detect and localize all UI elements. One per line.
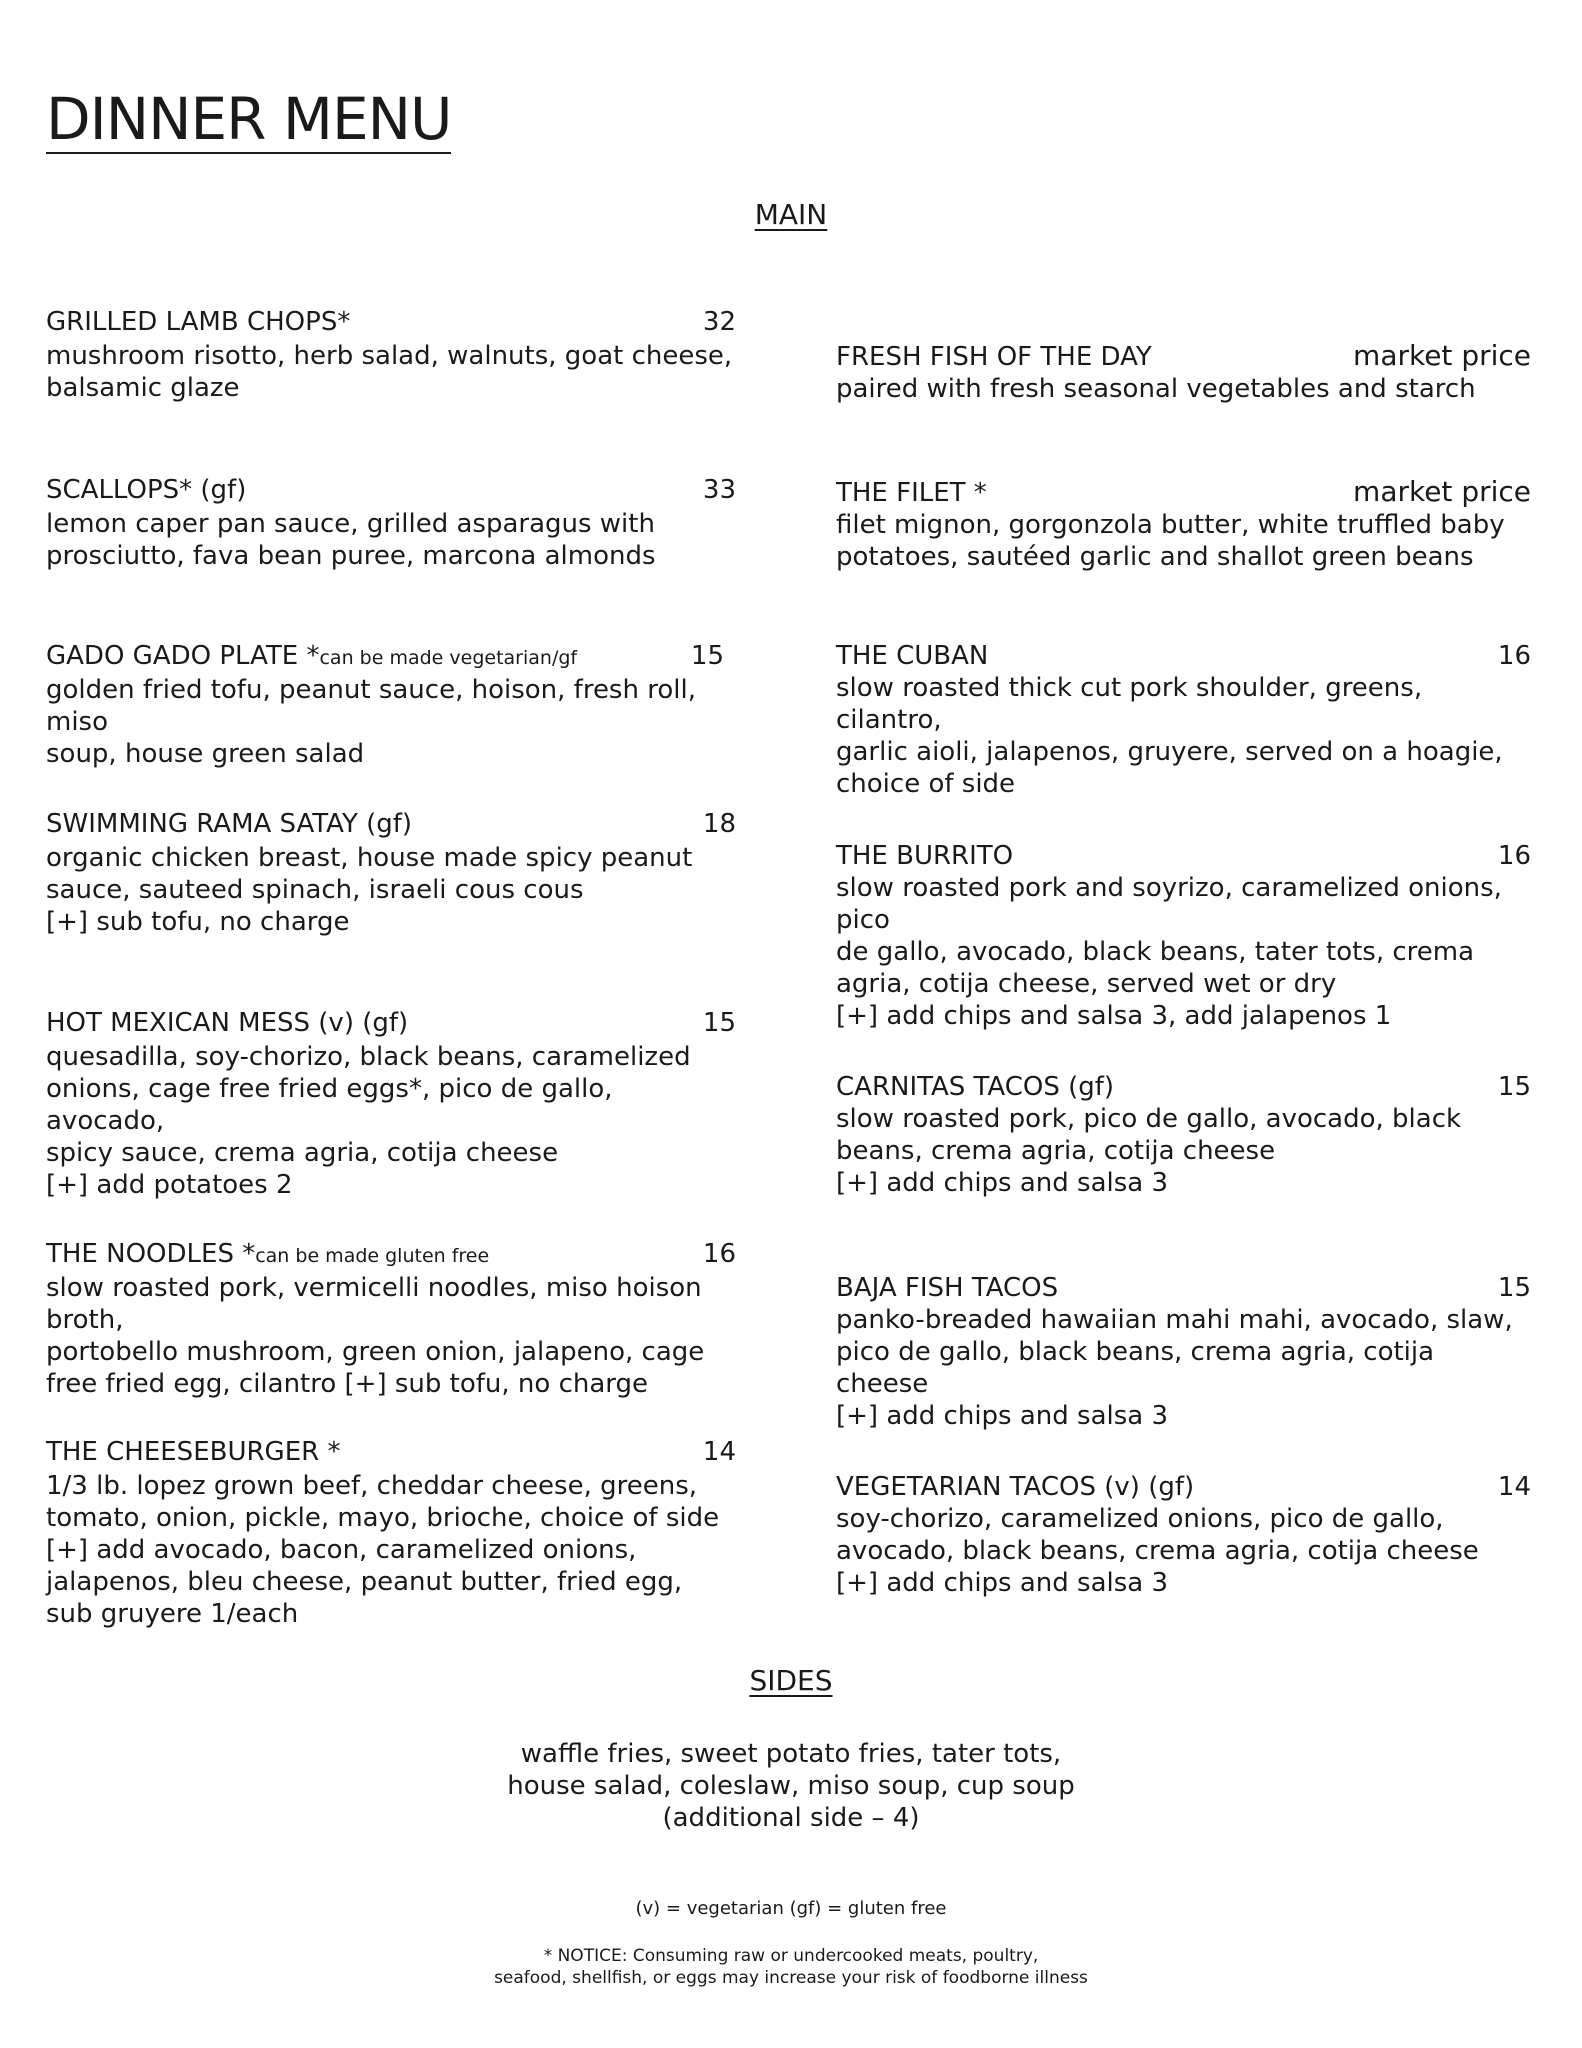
- item-name: BAJA FISH TACOS: [836, 1273, 1059, 1303]
- item-description: slow roasted pork, vermicelli noodles, miso hoison broth, portobello mushroom, green onion, jalapeno, cage free fried egg, cilantro [+] sub tofu, no charge: [46, 1273, 705, 1399]
- item-price: 14: [702, 1437, 736, 1467]
- menu-item: [836, 1471, 1531, 1599]
- menu-item: [836, 1272, 1531, 1432]
- menu-item: [46, 808, 736, 938]
- item-name: VEGETARIAN TACOS (v) (gf): [836, 1472, 1195, 1502]
- menu-item: [836, 1071, 1531, 1199]
- item-name: THE BURRITO: [836, 841, 1014, 871]
- item-price: 16: [702, 1239, 736, 1269]
- menu-item: [836, 640, 1531, 800]
- menu-item: [836, 476, 1531, 573]
- item-name: CARNITAS TACOS (gf): [836, 1072, 1115, 1102]
- item-price: 14: [1497, 1472, 1531, 1502]
- item-name: THE CHEESEBURGER *: [46, 1437, 341, 1467]
- item-name: THE CUBAN: [836, 641, 989, 671]
- diet-legend: (v) = vegetarian (gf) = gluten free: [635, 1898, 947, 1919]
- menu-item: [46, 306, 736, 404]
- item-description: soy-chorizo, caramelized onions, pico de gallo, avocado, black beans, crema agria, cotija cheese [+] add chips and salsa 3: [836, 1504, 1479, 1598]
- item-name: FRESH FISH OF THE DAY: [836, 342, 1152, 372]
- item-name: SCALLOPS* (gf): [46, 475, 247, 505]
- menu-item: [46, 1238, 736, 1400]
- item-name: THE NOODLES *: [46, 1239, 256, 1269]
- item-price: 18: [702, 809, 736, 839]
- sides-list: waffle fries, sweet potato fries, tater tots, house salad, coleslaw, miso soup, cup soup (additional side – 4): [507, 1739, 1075, 1833]
- item-note: can be made gluten free: [255, 1245, 490, 1267]
- item-price: 16: [1497, 841, 1531, 871]
- item-description: quesadilla, soy-chorizo, black beans, caramelized onions, cage free fried eggs*, pico de gallo, avocado, spicy sauce, crema agria, cotija cheese [+] add potatoes 2: [46, 1042, 691, 1200]
- menu-item: [46, 474, 736, 572]
- item-name: GRILLED LAMB CHOPS*: [46, 307, 351, 337]
- menu-item: [836, 840, 1531, 1032]
- item-price: 15: [1497, 1072, 1531, 1102]
- item-description: paired with fresh seasonal vegetables and starch: [836, 374, 1476, 404]
- menu-item: [46, 1436, 736, 1630]
- item-description: organic chicken breast, house made spicy peanut sauce, sauteed spinach, israeli cous cous [+] sub tofu, no charge: [46, 843, 693, 937]
- page-title: DINNER MENU: [46, 85, 452, 153]
- item-price: 33: [702, 475, 736, 505]
- item-price: 32: [702, 307, 736, 337]
- menu-item: [836, 340, 1531, 405]
- health-notice: * NOTICE: Consuming raw or undercooked meats, poultry, seafood, shellfish, or eggs may increase your risk of foodborne illness: [494, 1946, 1088, 1988]
- item-name: THE FILET *: [836, 478, 987, 508]
- item-name: GADO GADO PLATE *: [46, 641, 320, 671]
- item-description: slow roasted thick cut pork shoulder, greens, cilantro, garlic aioli, jalapenos, gruyere, served on a hoagie, choice of side: [836, 673, 1503, 799]
- item-description: slow roasted pork, pico de gallo, avocado, black beans, crema agria, cotija cheese [+] add chips and salsa 3: [836, 1104, 1462, 1198]
- item-name: HOT MEXICAN MESS (v) (gf): [46, 1008, 409, 1038]
- section-heading-sides: SIDES: [749, 1664, 833, 1697]
- menu-item: [46, 640, 724, 770]
- item-price: market price: [1353, 339, 1531, 372]
- item-description: slow roasted pork and soyrizo, caramelized onions, pico de gallo, avocado, black beans, tater tots, crema agria, cotija cheese, served wet or dry [+] add chips and salsa 3, add jalapenos 1: [836, 873, 1502, 1031]
- item-description: lemon caper pan sauce, grilled asparagus with prosciutto, fava bean puree, marcona almonds: [46, 509, 656, 571]
- section-heading-main: MAIN: [754, 198, 828, 231]
- item-description: panko-breaded hawaiian mahi mahi, avocado, slaw, pico de gallo, black beans, crema agria, cotija cheese [+] add chips and salsa 3: [836, 1305, 1513, 1431]
- item-price: 15: [1497, 1273, 1531, 1303]
- item-price: market price: [1353, 475, 1531, 508]
- item-description: filet mignon, gorgonzola butter, white truffled baby potatoes, sautéed garlic and shallot green beans: [836, 510, 1505, 572]
- item-price: 16: [1497, 641, 1531, 671]
- item-name: SWIMMING RAMA SATAY (gf): [46, 809, 413, 839]
- item-price: 15: [702, 1008, 736, 1038]
- item-price: 15: [690, 641, 724, 671]
- menu-item: [46, 1007, 736, 1201]
- item-description: 1/3 lb. lopez grown beef, cheddar cheese, greens, tomato, onion, pickle, mayo, brioche, choice of side [+] add avocado, bacon, caramelized onions, jalapenos, bleu cheese, peanut butter, fried egg, sub gruyere 1/each: [46, 1471, 720, 1629]
- item-description: golden fried tofu, peanut sauce, hoison, fresh roll, miso soup, house green salad: [46, 675, 696, 769]
- item-note: can be made vegetarian/gf: [319, 647, 578, 669]
- item-description: mushroom risotto, herb salad, walnuts, goat cheese, balsamic glaze: [46, 341, 733, 403]
